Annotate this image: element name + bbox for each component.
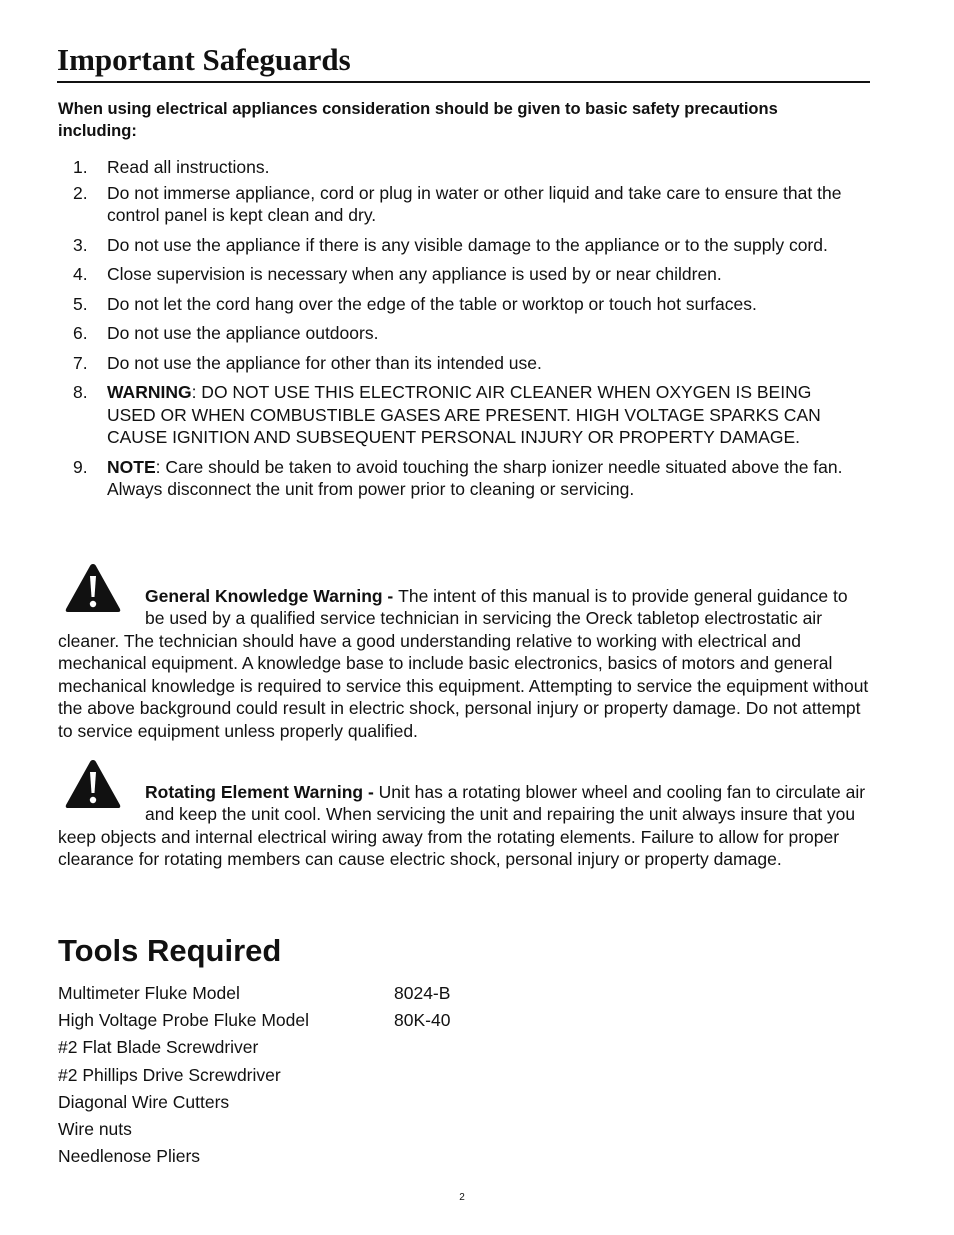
item-number: 2. bbox=[73, 182, 88, 203]
tool-name: #2 Phillips Drive Screwdriver bbox=[58, 1064, 281, 1085]
list-item bbox=[58, 234, 858, 257]
tools-table bbox=[58, 980, 450, 1170]
item-number: 5. bbox=[73, 293, 88, 314]
tool-model bbox=[394, 1089, 450, 1116]
table-row bbox=[58, 980, 450, 1007]
warning-heading: Rotating Element Warning - bbox=[145, 781, 379, 802]
table-row bbox=[58, 1007, 450, 1034]
list-item bbox=[58, 156, 858, 179]
warning-text: The intent of this manual is to provide general guidance to be used by a qualified service technician in servicing the Oreck tabletop electrostatic air cleaner. The technician should have a good understanding relative to working with electrical and mechanical equipment. A knowledge base to include basic electronics, basics of motors and general mechanical knowledge is required to service this equipment. Attempting to service the equipment without the above background could result in electric shock, personal injury or property damage. Do not attempt to service equipment unless properly qualified. bbox=[58, 585, 869, 741]
tool-name: #2 Flat Blade Screwdriver bbox=[58, 1037, 259, 1058]
item-text: Do not let the cord hang over the edge of the table or worktop or touch hot surfaces. bbox=[107, 293, 757, 314]
warning-label: WARNING bbox=[107, 382, 192, 402]
page-number: 2 bbox=[459, 1192, 465, 1203]
title-divider bbox=[57, 81, 870, 83]
warning-heading: General Knowledge Warning - bbox=[145, 585, 399, 606]
item-number: 4. bbox=[73, 264, 88, 284]
note-label: NOTE bbox=[107, 456, 156, 477]
list-item bbox=[58, 322, 858, 345]
tool-name: Diagonal Wire Cutters bbox=[58, 1091, 230, 1112]
tools-title: Tools Required bbox=[58, 933, 282, 968]
item-number: 8. bbox=[73, 382, 88, 402]
item-number: 9. bbox=[73, 456, 88, 477]
table-row bbox=[58, 1034, 450, 1061]
table-row bbox=[58, 1116, 450, 1143]
tool-model: 8024-B bbox=[394, 983, 451, 1004]
tool-name: High Voltage Probe Fluke Model bbox=[58, 1010, 309, 1031]
general-knowledge-warning bbox=[58, 562, 870, 742]
list-item bbox=[58, 182, 858, 227]
tool-model bbox=[394, 1034, 450, 1061]
warning-triangle-icon bbox=[64, 562, 122, 614]
table-row bbox=[58, 1143, 450, 1170]
item-text: Do not use the appliance for other than its intended use. bbox=[107, 352, 542, 373]
item-text: Do not use the appliance outdoors. bbox=[107, 323, 379, 343]
intro-text: When using electrical appliances consideration should be given to basic safety precautions including: bbox=[58, 100, 778, 140]
list-item bbox=[58, 263, 858, 286]
item-text: Do not use the appliance if there is any visible damage to the appliance or to the supply cord. bbox=[107, 234, 828, 255]
item-text: Do not immerse appliance, cord or plug in water or other liquid and take care to ensure that the control panel is kept clean and dry. bbox=[107, 182, 842, 225]
item-number: 6. bbox=[73, 323, 88, 343]
tool-model bbox=[394, 1143, 450, 1170]
tool-name: Needlenose Pliers bbox=[58, 1146, 201, 1167]
list-item bbox=[58, 352, 858, 375]
list-item bbox=[58, 456, 858, 501]
item-number: 7. bbox=[73, 352, 88, 373]
tool-model bbox=[394, 1116, 450, 1143]
tool-model bbox=[394, 1062, 450, 1089]
item-number: 1. bbox=[73, 157, 88, 177]
list-item bbox=[58, 293, 858, 316]
page-title: Important Safeguards bbox=[57, 42, 351, 77]
item-text: : Care should be taken to avoid touching the sharp ionizer needle situated above the fan. Always disconnect the unit from power prior to cleaning or servicing. bbox=[107, 456, 843, 499]
item-text: : DO NOT USE THIS ELECTRONIC AIR CLEANER WHEN OXYGEN IS BEING USED OR WHEN COMBUSTIBLE GASES ARE PRESENT. HIGH VOLTAGE SPARKS CAN CAUSE IGNITION AND SUBSEQUENT PERSONAL INJURY OR PROPERTY DAMAGE. bbox=[107, 382, 821, 447]
list-item bbox=[58, 381, 858, 449]
item-text: Close supervision is necessary when any appliance is used by or near children. bbox=[107, 264, 722, 284]
table-row bbox=[58, 1062, 450, 1089]
item-number: 3. bbox=[73, 234, 88, 255]
tool-name: Wire nuts bbox=[58, 1119, 132, 1140]
table-row bbox=[58, 1089, 450, 1116]
tool-model: 80K-40 bbox=[394, 1010, 451, 1031]
warning-text: Unit has a rotating blower wheel and cooling fan to circulate air and keep the unit cool. When servicing the unit and repairing the unit always insure that you keep objects and internal electrical wiring away from the rotating elements. Failure to allow for proper clearance for rotating members can cause electric shock, personal injury or property damage. bbox=[58, 781, 866, 869]
rotating-element-warning bbox=[58, 758, 870, 871]
item-text: Read all instructions. bbox=[107, 157, 270, 177]
warning-triangle-icon bbox=[64, 758, 122, 810]
safeguards-list bbox=[58, 156, 858, 508]
tool-name: Multimeter Fluke Model bbox=[58, 983, 240, 1004]
